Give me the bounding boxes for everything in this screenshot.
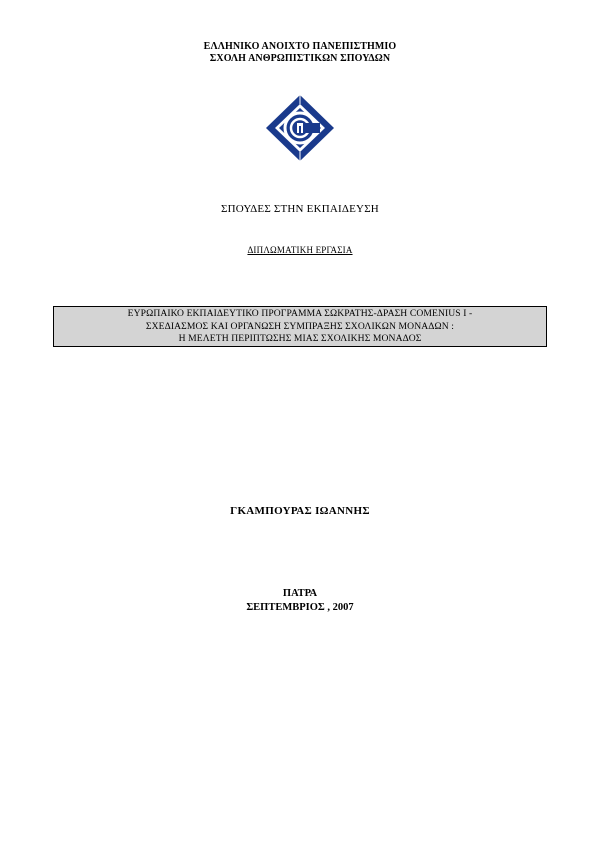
thesis-title-line: ΣΧΕΔΙΑΣΜΟΣ ΚΑΙ ΟΡΓΑΝΩΣΗ ΣΥΜΠΡΑΞΗΣ ΣΧΟΛΙΚΩΝ ΜΟΝΑΔΩΝ : [145,320,455,332]
program-title: ΣΠΟΥΔΕΣ ΣΤΗΝ ΕΚΠΑΙΔΕΥΣΗ [221,203,379,215]
thesis-title-line: ΕΥΡΩΠΑΙΚΟ ΕΚΠΑΙΔΕΥΤΙΚΟ ΠΡΟΓΡΑΜΜΑ ΣΩΚΡΑΤΗΣ-ΔΡΑΣΗ COMENIUS I - [127,308,473,319]
institution-header [0,41,600,65]
thesis-title-box [53,306,547,347]
date: ΣΕΠΤΕΜΒΡΙΟΣ , 2007 [246,602,354,613]
thesis-title-line: Η ΜΕΛΕΤΗ ΠΕΡΙΠΤΩΣΗΣ ΜΙΑΣ ΣΧΟΛΙΚΗΣ ΜΟΝΑΔΟΣ [178,333,422,344]
city: ΠΑΤΡΑ [282,588,318,599]
document-type: ΔΙΠΛΩΜΑΤΙΚΗ ΕΡΓΑΣΙΑ [247,245,353,255]
institution-name: ΕΛΛΗΝΙΚΟ ΑΝΟΙΧΤΟ ΠΑΝΕΠΙΣΤΗΜΙΟ [203,41,397,52]
author-name: ΓΚΑΜΠΟΥΡΑΣ ΙΩΑΝΝΗΣ [230,505,370,517]
school-name: ΣΧΟΛΗ ΑΝΘΡΩΠΙΣΤΙΚΩΝ ΣΠΟΥΔΩΝ [209,53,391,64]
university-logo-icon [266,95,334,161]
place-and-date [0,587,600,615]
